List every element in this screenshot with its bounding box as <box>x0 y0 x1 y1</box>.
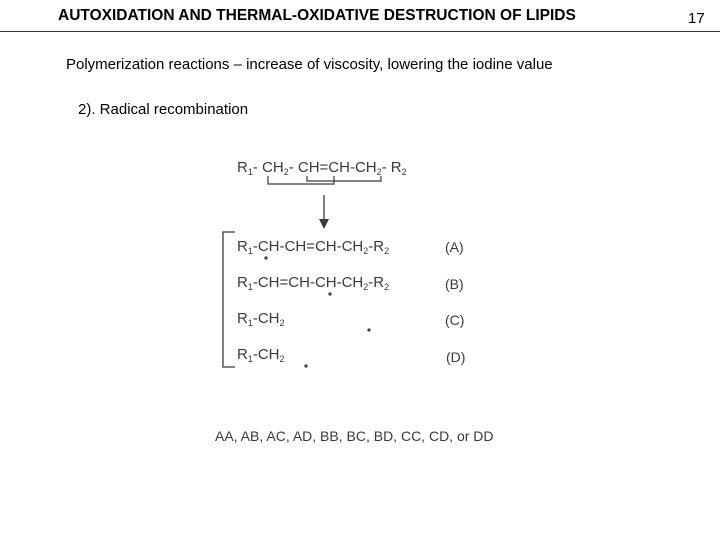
radical-d-formula: $R_1-CH_2$ <box>237 346 285 364</box>
radical-c-formula: $R_1-CH_2$ <box>237 310 285 328</box>
radical-dot <box>367 328 370 331</box>
polymerization-statement: Polymerization reactions – increase of viscosity, lowering the iodine value <box>66 56 553 73</box>
hydrogen-abstraction-brackets <box>268 176 381 184</box>
radical-dot <box>264 256 267 259</box>
starting-molecule-formula: $R_1-$ $CH_2-$ $CH=CH-CH_2-$ $R_2$ <box>237 159 407 177</box>
radical-a-formula: $R_1-CH-CH=CH-CH_2-R_2$ <box>237 238 390 256</box>
radical-dot <box>304 364 307 367</box>
page-title: AUTOXIDATION AND THERMAL-OXIDATIVE DESTRUCTION OF LIPIDS <box>58 7 576 24</box>
page-number: 17 <box>688 10 705 27</box>
radical-dot <box>328 292 331 295</box>
radical-b-label: (B) <box>445 276 464 292</box>
reaction-arrow <box>319 195 329 229</box>
radical-b-formula: $R_1-CH=CH-CH-CH_2-R_2$ <box>237 274 390 292</box>
radical-set-bracket <box>223 232 235 367</box>
radical-c-label: (C) <box>445 312 465 328</box>
radical-a-label: (A) <box>445 239 464 255</box>
radical-recombination-heading: 2). Radical recombination <box>78 101 249 118</box>
radical-d-label: (D) <box>446 349 466 365</box>
recombination-products: AA, AB, AC, AD, BB, BC, BD, CC, CD, or DD <box>215 428 494 444</box>
